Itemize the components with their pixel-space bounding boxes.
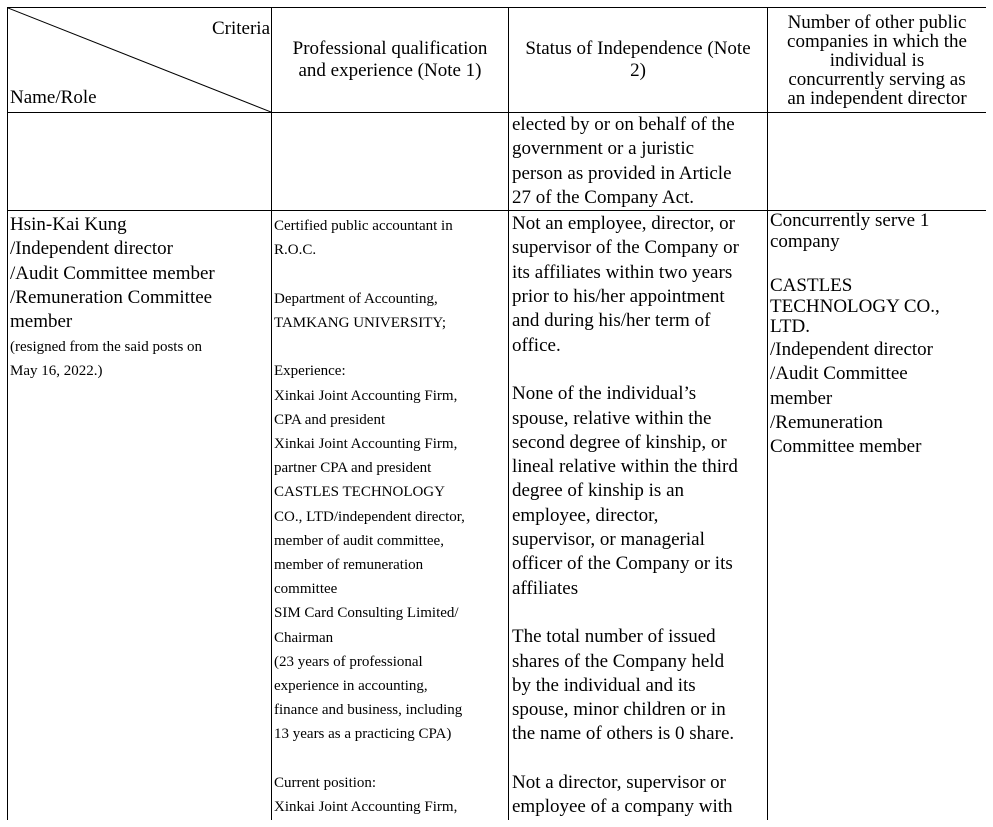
text-line: TECHNOLOGY CO., xyxy=(770,295,940,317)
text-line: employee of a company with xyxy=(512,796,733,818)
text-line: government or a juristic xyxy=(512,138,695,160)
qualification-header-text xyxy=(272,38,508,82)
experience-heading: Experience: xyxy=(274,363,346,380)
document-page xyxy=(7,7,986,820)
text-line: member xyxy=(770,387,833,409)
text-line: Not a director, supervisor or xyxy=(512,772,726,794)
continuation-other-cell xyxy=(768,113,987,211)
text-line: partner CPA and president xyxy=(274,460,432,477)
header-line: Professional qualification xyxy=(292,38,488,59)
director-role: member xyxy=(10,311,73,333)
director-name: Hsin-Kai Kung xyxy=(10,214,127,236)
independence-header-text xyxy=(509,38,767,82)
continuation-name-cell xyxy=(8,113,272,211)
text-line: CASTLES xyxy=(770,275,853,297)
current-position-heading: Current position: xyxy=(274,774,377,791)
other-companies-header xyxy=(768,8,987,113)
text-line: CPA and president xyxy=(274,411,386,428)
text-line: lineal relative within the third xyxy=(512,456,738,478)
director-qualification-cell xyxy=(272,211,509,820)
header-line: Number of other public xyxy=(787,11,967,33)
other-companies-text xyxy=(768,211,986,459)
director-role: /Audit Committee member xyxy=(10,262,215,284)
text-line: supervisor of the Company or xyxy=(512,237,739,259)
text-line: the name of others is 0 share. xyxy=(512,723,735,745)
resignation-note: (resigned from the said posts on xyxy=(10,338,203,355)
text-line: Xinkai Joint Accounting Firm, xyxy=(274,435,458,452)
name-role-label: Name/Role xyxy=(10,87,97,108)
director-role: /Independent director xyxy=(10,238,174,260)
text-line: /Independent director xyxy=(770,338,934,360)
text-line: finance and business, including xyxy=(274,702,463,719)
text-line: and during his/her term of xyxy=(512,310,711,332)
text-line: elected by or on behalf of the xyxy=(512,114,735,135)
header-line: companies in which the xyxy=(787,30,967,52)
concurrent-count xyxy=(770,211,983,252)
text-line: member of remuneration xyxy=(274,557,424,573)
text-line: CASTLES TECHNOLOGY xyxy=(274,484,445,501)
header-line: Status of Independence (Note xyxy=(525,38,751,59)
independence-status-text xyxy=(509,211,767,819)
text-line: (23 years of professional xyxy=(274,653,423,670)
text-line: company xyxy=(770,230,840,252)
text-line: SIM Card Consulting Limited/ xyxy=(274,605,459,622)
director-other-companies-cell xyxy=(768,211,987,820)
text-line: office. xyxy=(512,334,561,356)
text-line: member of audit committee, xyxy=(274,532,444,549)
text-line: TAMKANG UNIVERSITY; xyxy=(274,314,446,331)
qualification-header xyxy=(272,8,509,113)
director-status-cell xyxy=(509,211,768,820)
criteria-label: Criteria xyxy=(211,18,270,39)
concurrent-company-name xyxy=(770,276,983,338)
text-line: experience in accounting, xyxy=(274,678,428,695)
text-line: 13 years as a practicing CPA) xyxy=(274,726,452,743)
continuation-status-cell xyxy=(509,113,768,211)
text-line: Xinkai Joint Accounting Firm, xyxy=(274,799,458,816)
text-line: LTD. xyxy=(770,316,810,338)
header-line: and experience (Note 1) xyxy=(298,60,482,81)
text-line: spouse, minor children or in xyxy=(512,699,726,721)
continuation-row xyxy=(8,113,987,211)
text-line: Concurrently serve 1 xyxy=(770,210,930,232)
text-line: Committee member xyxy=(770,436,922,458)
text-line: Certified public accountant in xyxy=(274,218,453,235)
text-line: second degree of kinship, or xyxy=(512,431,727,453)
text-line: Not an employee, director, or xyxy=(512,213,735,235)
text-line: committee xyxy=(274,581,338,598)
director-role: /Remuneration Committee xyxy=(10,287,213,309)
text-line: /Remuneration xyxy=(770,411,883,433)
text-line: shares of the Company held xyxy=(512,650,725,672)
director-row xyxy=(8,211,987,820)
header-line: an independent director xyxy=(787,87,967,109)
header-line: concurrently serving as xyxy=(788,68,966,90)
resignation-note: May 16, 2022.) xyxy=(10,362,103,379)
continuation-qualification-cell xyxy=(272,113,509,211)
independence-header xyxy=(509,8,768,113)
continuation-status-text xyxy=(509,113,767,210)
text-line: degree of kinship is an xyxy=(512,480,685,502)
text-line: None of the individual’s xyxy=(512,383,697,405)
text-line: spouse, relative within the xyxy=(512,407,712,429)
text-line: officer of the Company or its xyxy=(512,553,733,575)
text-line: person as provided in Article xyxy=(512,162,732,184)
text-line: affiliates xyxy=(512,577,579,599)
text-line: prior to his/her appointment xyxy=(512,286,725,308)
text-line: /Audit Committee xyxy=(770,363,908,385)
text-line: The total number of issued xyxy=(512,626,716,648)
header-line: 2) xyxy=(630,60,646,81)
director-independence-table xyxy=(7,7,986,820)
text-line: its affiliates within two years xyxy=(512,261,733,283)
text-line: Chairman xyxy=(274,629,334,646)
text-line: R.O.C. xyxy=(274,242,317,259)
text-line: by the individual and its xyxy=(512,674,696,696)
director-name-role xyxy=(8,211,271,383)
text-line: Department of Accounting, xyxy=(274,290,438,307)
qualification-text xyxy=(272,211,508,819)
table-header-row xyxy=(8,8,987,113)
text-line: employee, director, xyxy=(512,504,659,526)
diagonal-header-cell xyxy=(8,8,272,113)
text-line: Xinkai Joint Accounting Firm, xyxy=(274,387,458,404)
other-companies-header-text xyxy=(768,13,986,108)
header-line: individual is xyxy=(829,49,925,71)
text-line: CO., LTD/independent director, xyxy=(274,508,465,525)
director-name-cell xyxy=(8,211,272,820)
text-line: supervisor, or managerial xyxy=(512,529,705,551)
text-line: 27 of the Company Act. xyxy=(512,186,695,208)
